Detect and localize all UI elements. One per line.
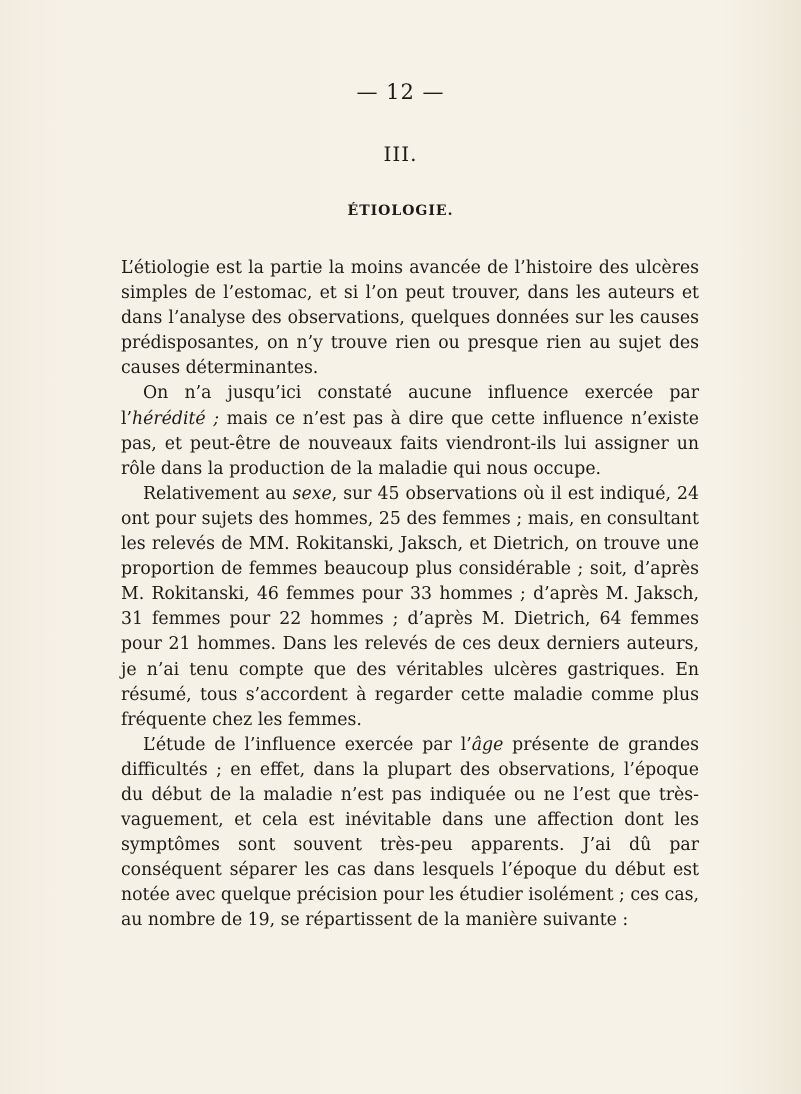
paragraph-text: , sur 45 observations où il est indiqué, 24 ont pour sujets des hommes, 25 des femmes ; mais, en consultant les relevés de MM. Rokitanski, Jaksch, et Dietrich, on trouve une proportion de femmes beaucoup plus considérable ; soit, d’après M. Rokitanski, 46 femmes pour 33 hommes ; d’après M. Jaksch, 31 femmes pour 22 hommes ; d’après M. Dietrich, 64 femmes pour 21 hommes. Dans les relevés de ces deux derniers auteurs, je n’ai tenu compte que des véritables ulcères gastriques. En résumé, tous s’accordent à regarder cette maladie comme plus fréquente chez les femmes. — [121, 483, 699, 730]
paragraph-heredite — [121, 381, 699, 481]
page-number: — 12 — — [356, 80, 445, 104]
paragraph-text: Relativement au — [143, 483, 293, 504]
emphasized-term: âge — [471, 734, 504, 755]
section-numeral: III. — [383, 142, 418, 166]
paragraph-intro: L’étiologie est la partie la moins avancée de l’histoire des ulcères simples de l’estomac, et si l’on peut trouver, dans les auteurs et dans l’analyse des observations, quelques données sur les causes prédisposantes, on n’y trouve rien ou presque rien au sujet des causes déterminantes. — [121, 258, 699, 379]
paragraph-age — [121, 733, 699, 934]
body-text — [121, 256, 699, 934]
emphasized-term: sexe — [292, 483, 332, 504]
paragraph-text: mais ce n’est pas à dire que cette influence n’existe pas, et peut-être de nouveaux faits viendront-ils lui assigner un rôle dans la production de la maladie qui nous occupe. — [121, 408, 699, 479]
paragraph-text: présente de grandes difficultés ; en effet, dans la plupart des observations, l’époque du début de la maladie n’est pas indiquée ou ne l’est que très-vaguement, et cela est inévitable dans une affection dont les symptômes sont souvent très-peu apparents. J’ai dû par conséquent séparer les cas dans lesquels l’époque du début est notée avec quelque précision pour les étudier isolément ; ces cas, au nombre de 19, se répartissent de la manière suivante : — [121, 734, 699, 931]
emphasized-term: hérédité ; — [132, 408, 220, 429]
section-title: ÉTIOLOGIE. — [347, 203, 454, 219]
paragraph-text: On n’a jusqu’ici constaté aucune influence exercée par l’ — [121, 383, 699, 429]
paragraph-sexe — [121, 482, 699, 733]
paragraph-text: L’étude de l’influence exercée par l’ — [143, 734, 472, 755]
